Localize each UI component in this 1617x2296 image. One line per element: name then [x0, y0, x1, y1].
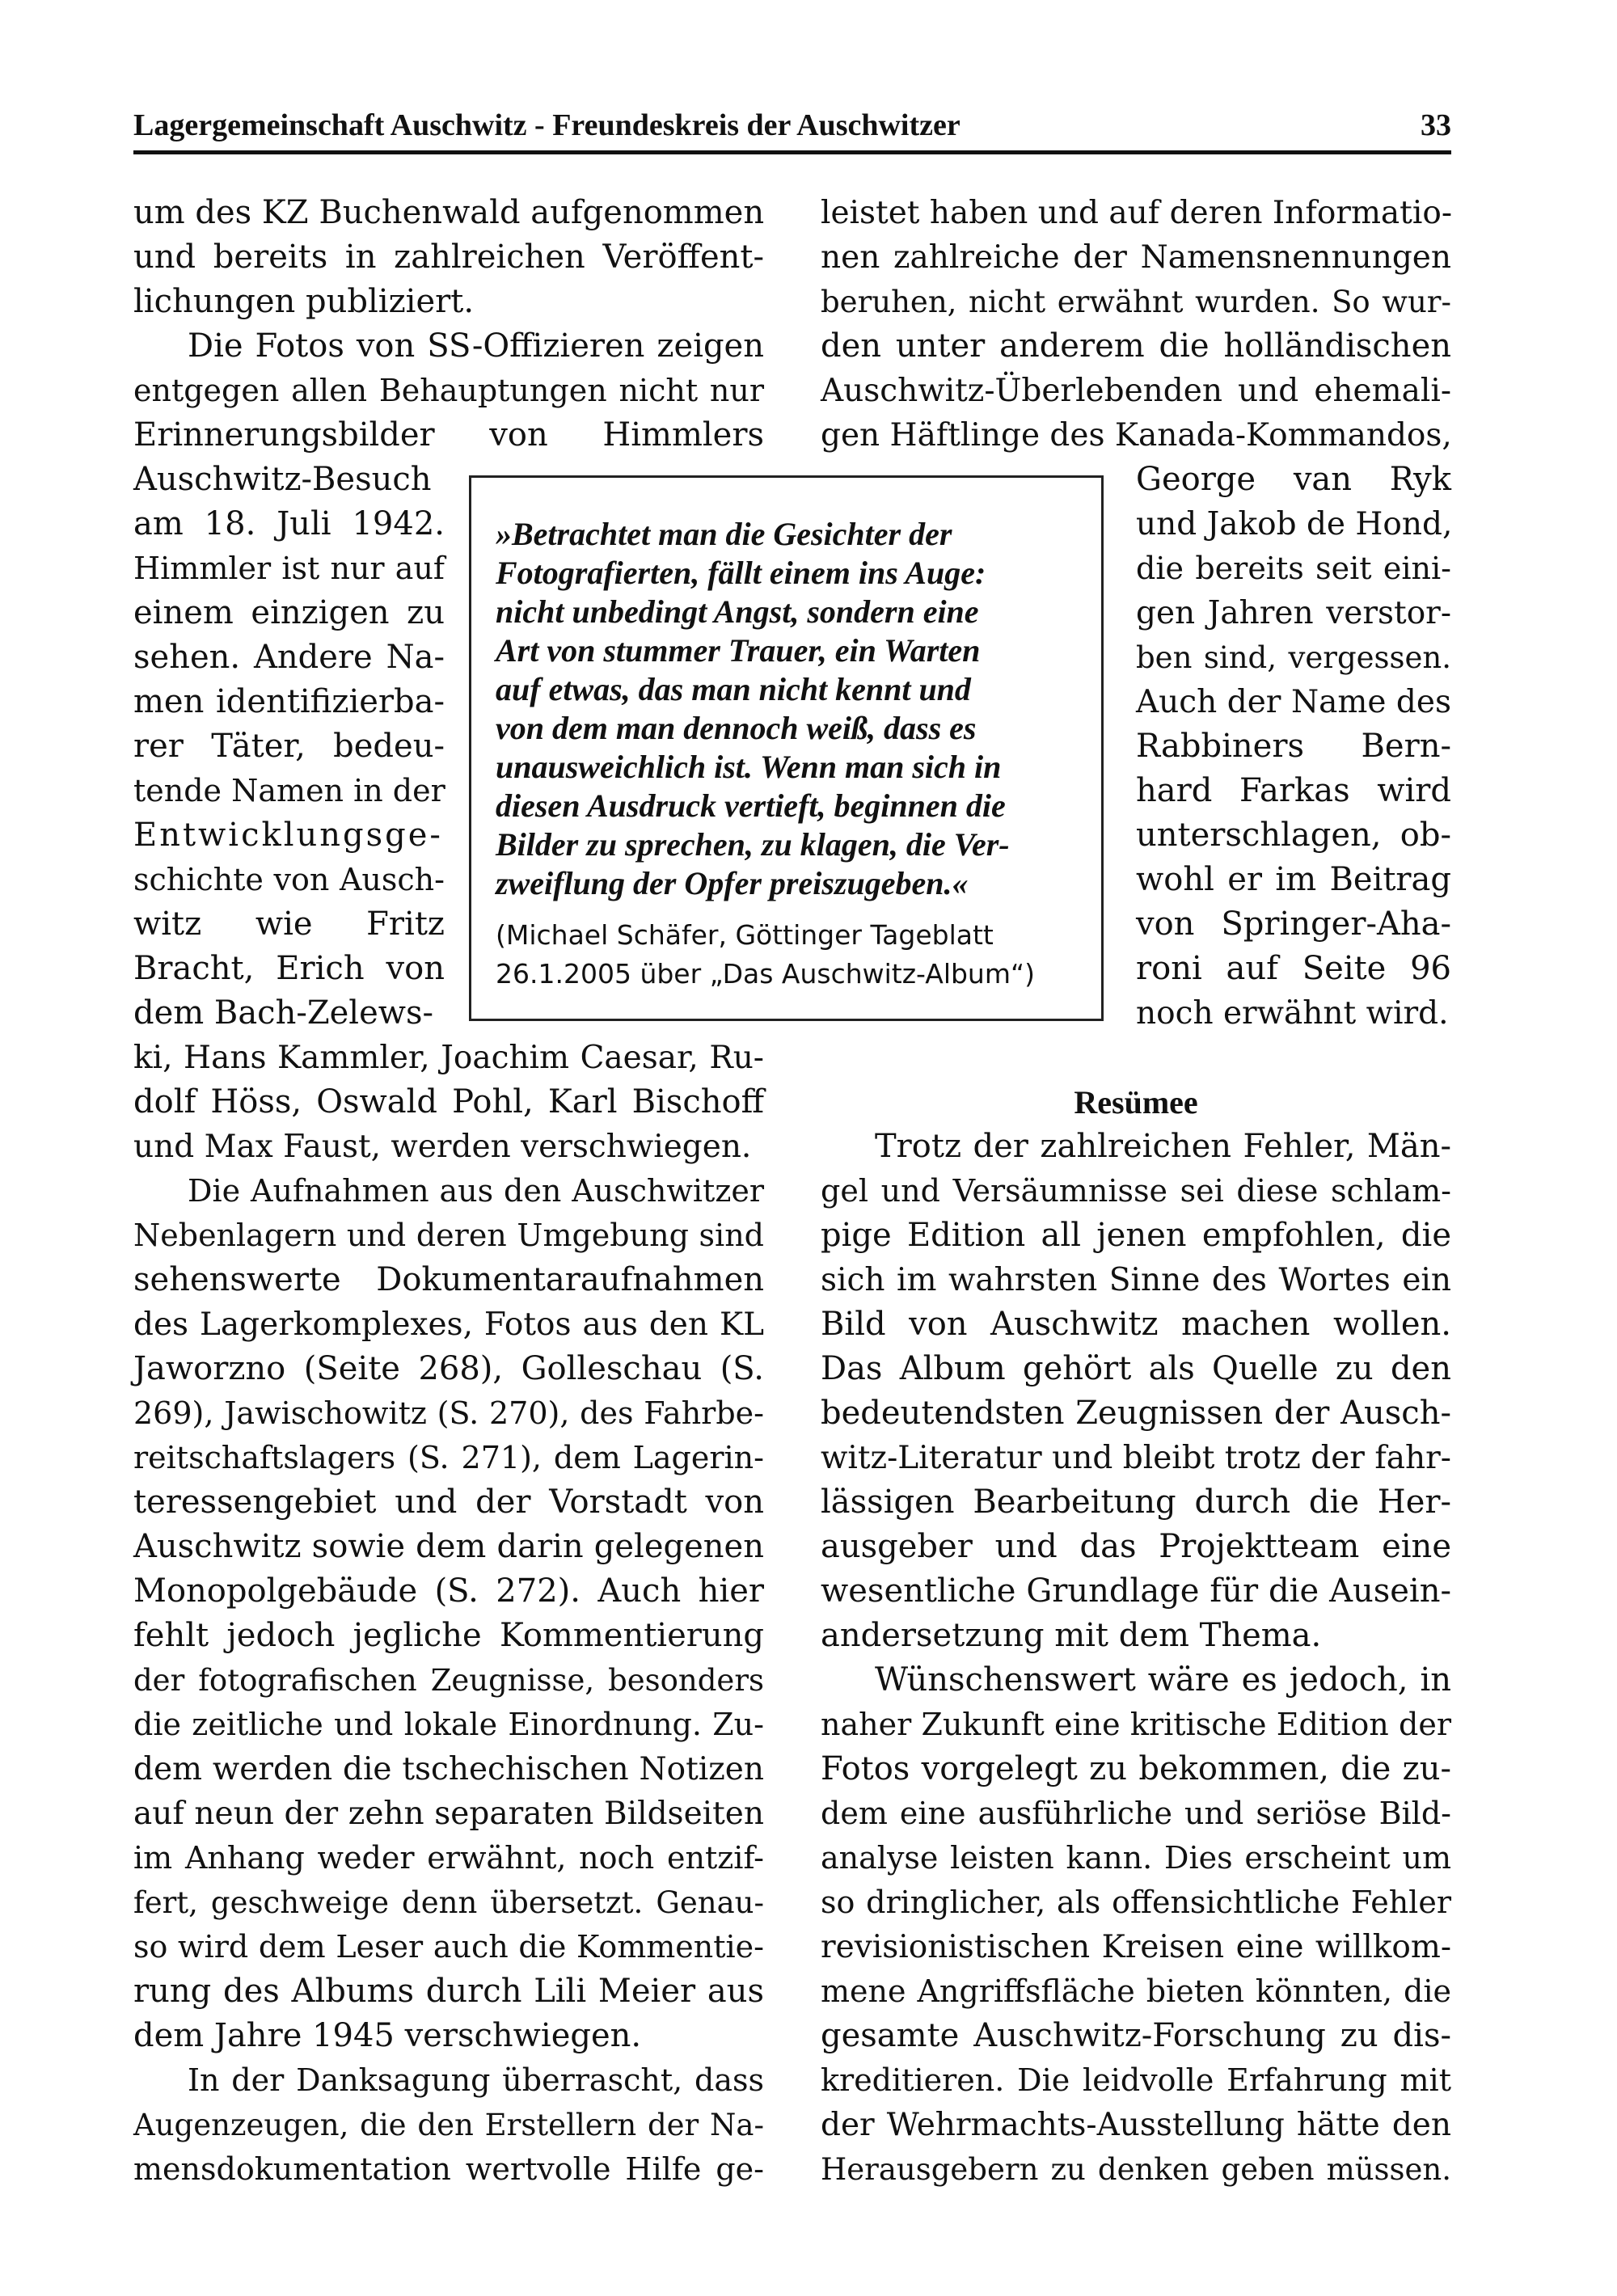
text-line: wesentliche Grundlage für die Ausein- — [821, 1572, 1451, 1610]
text-line: gen Jahren verstor- — [1136, 595, 1451, 631]
text-line: fert, geschweige denn übersetzt. Genau- — [133, 1885, 764, 1920]
text-line: tende Namen in der — [133, 773, 445, 808]
quote-line: Fotografierten, fällt einem ins Auge: — [496, 555, 986, 591]
text-line: analyse leisten kann. Dies erscheint um — [821, 1840, 1451, 1876]
text-line: sehen. Andere Na- — [133, 639, 445, 676]
text-line: so wird dem Leser auch die Kommentie- — [133, 1929, 764, 1965]
text-line: George van Ryk — [1136, 461, 1451, 498]
text-line: und Jakob de Hond, — [1136, 506, 1453, 542]
text-line: den unter anderem die holländischen — [821, 327, 1451, 365]
text-line: auf neun der zehn separaten Bildseiten — [133, 1796, 764, 1832]
text-line: rung des Albums durch Lili Meier aus — [133, 1973, 764, 2010]
text-line: Bild von Auschwitz machen wollen. — [821, 1306, 1451, 1343]
text-line: roni auf Seite 96 — [1136, 950, 1451, 987]
quote-line: »Betrachtet man die Gesichter der — [496, 516, 952, 552]
text-line: von Springer-Aha- — [1136, 905, 1451, 943]
text-line: und bereits in zahlreichen Veröffent- — [133, 238, 764, 276]
text-line: Auschwitz-Besuch — [133, 461, 432, 498]
text-line: Rabbiners Bern- — [1136, 728, 1451, 765]
text-line: am 18. Juli 1942. — [133, 505, 445, 542]
text-line: Himmler ist nur auf — [133, 551, 445, 586]
text-line: Wünschenswert wäre es jedoch, in — [875, 1661, 1451, 1699]
quote-line: Bilder zu sprechen, zu klagen, die Ver- — [496, 826, 1010, 863]
text-line: Bracht, Erich von — [133, 950, 445, 987]
text-line: dem Bach-Zelews- — [133, 994, 434, 1032]
text-line: witz wie Fritz — [133, 905, 445, 943]
text-line: rer Täter, bedeu- — [133, 728, 445, 765]
text-line: und Max Faust, werden verschwiegen. — [133, 1129, 752, 1165]
text-line: nen zahlreiche der Namensnennungen — [821, 239, 1451, 276]
text-line: ben sind, vergessen. — [1136, 640, 1451, 675]
text-line: beruhen, nicht erwähnt wurden. So wur- — [821, 285, 1451, 319]
text-line: gen Häftlinge des Kanada-Kommandos, — [821, 417, 1452, 454]
text-line: Auch der Name des — [1136, 684, 1451, 720]
text-line: um des KZ Buchenwald aufgenommen — [133, 194, 765, 231]
text-line: Auschwitz sowie dem darin gelegenen — [133, 1528, 764, 1565]
text-line: Erinnerungsbilder von Himmlers — [133, 416, 764, 454]
text-line: Auschwitz-Überlebenden und ehemali- — [821, 373, 1451, 409]
quote-line: nicht unbedingt Angst, sondern eine — [496, 593, 979, 630]
text-line: so dringlicher, als offensichtliche Fehler — [821, 1884, 1451, 1920]
text-line: hard Farkas wird — [1136, 772, 1451, 809]
quote-source: (Michael Schäfer, Göttinger Tageblatt — [496, 919, 994, 951]
text-line: leistet haben und auf deren Informatio- — [821, 195, 1452, 231]
text-line: Herausgebern zu denken geben müssen. — [821, 2152, 1451, 2187]
quote-line: Art von stummer Trauer, ein Warten — [496, 632, 981, 669]
text-line: reitschaftslagers (S. 271), dem Lagerin- — [133, 1440, 764, 1475]
text-line: noch erwähnt wird. — [1136, 995, 1449, 1032]
text-line: ki, Hans Kammler, Joachim Caesar, Ru- — [133, 1040, 764, 1076]
text-line: men identifizierba- — [133, 683, 445, 720]
quote-line: unausweichlich ist. Wenn man sich in — [496, 749, 1002, 785]
quote-line: auf etwas, das man nicht kennt und — [496, 671, 971, 707]
text-line: der Wehrmachts-Ausstellung hätte den — [821, 2107, 1451, 2143]
quote-line: zweiflung der Opfer preiszugeben.« — [496, 865, 969, 901]
text-line: des Lagerkomplexes, Fotos aus den KL — [133, 1306, 764, 1343]
text-line: witz-Literatur und bleibt trotz der fahr- — [821, 1440, 1451, 1476]
text-line: mene Angriffsfläche bieten könnten, die — [821, 1973, 1451, 2009]
text-line: bedeutendsten Zeugnissen der Ausch- — [821, 1395, 1451, 1432]
quote-line: von dem man dennoch weiß, dass es — [496, 710, 977, 746]
text-line: Nebenlagern und deren Umgebung sind — [133, 1218, 764, 1253]
text-line: schichte von Ausch- — [133, 862, 445, 897]
text-line: Die Aufnahmen aus den Auschwitzer — [188, 1173, 764, 1209]
text-line: naher Zukunft eine kritische Edition der — [821, 1707, 1451, 1742]
text-line: ausgeber und das Projektteam eine — [821, 1528, 1451, 1565]
text-line: dem eine ausführliche und seriöse Bild- — [821, 1796, 1451, 1831]
text-line: wohl er im Beitrag — [1136, 861, 1451, 898]
text-line: die bereits seit eini- — [1136, 551, 1451, 586]
page-number: 33 — [1421, 108, 1451, 142]
text-line: gel und Versäumnisse sei diese schlam- — [821, 1173, 1451, 1209]
text-line: andersetzung mit dem Thema. — [821, 1617, 1322, 1654]
text-line: Augenzeugen, die den Erstellern der Na- — [133, 2108, 764, 2142]
text-line: einem einzigen zu — [133, 594, 445, 631]
text-line: Fotos vorgelegt zu bekommen, die zu- — [821, 1750, 1451, 1787]
running-title: Lagergemeinschaft Auschwitz - Freundeskreis der Auschwitzer — [133, 108, 960, 142]
text-line: fehlt jedoch jegliche Kommentierung — [133, 1617, 764, 1654]
text-line: mensdokumentation wertvolle Hilfe ge- — [133, 2151, 764, 2187]
header-rule — [133, 150, 1451, 154]
text-line: sehenswerte Dokumentaraufnahmen — [133, 1261, 764, 1298]
text-line: dem werden die tschechischen Notizen — [133, 1751, 764, 1787]
text-line: 269), Jawischowitz (S. 270), des Fahrbe- — [133, 1395, 764, 1431]
section-heading: Resümee — [1074, 1084, 1198, 1121]
quote-line: diesen Ausdruck vertieft, beginnen die — [496, 787, 1006, 824]
text-line: die zeitliche und lokale Einordnung. Zu- — [133, 1707, 764, 1742]
text-line: entgegen allen Behauptungen nicht nur — [133, 373, 764, 408]
pull-quote — [469, 475, 1104, 1021]
text-line: pige Edition all jenen empfohlen, die — [821, 1217, 1451, 1254]
text-line: In der Danksagung überrascht, dass — [188, 2062, 764, 2098]
page-header — [133, 105, 1451, 146]
text-line: Trotz der zahlreichen Fehler, Män- — [875, 1128, 1451, 1165]
text-line: unterschlagen, ob- — [1136, 817, 1451, 854]
text-line: lässigen Bearbeitung durch die Her- — [821, 1484, 1451, 1521]
text-line: im Anhang weder erwähnt, noch entzif- — [133, 1840, 764, 1876]
text-line: Die Fotos von SS-Offizieren zeigen — [188, 327, 764, 365]
text-line: Jaworzno (Seite 268), Golleschau (S. — [133, 1350, 764, 1387]
text-line: der fotografischen Zeugnisse, besonders — [133, 1663, 764, 1698]
text-line: dem Jahre 1945 verschwiegen. — [133, 2017, 642, 2054]
text-line: Entwicklungsge- — [133, 817, 443, 854]
text-line: Monopolgebäude (S. 272). Auch hier — [133, 1572, 764, 1610]
quote-source: 26.1.2005 über „Das Auschwitz-Album“) — [496, 958, 1035, 990]
text-line: kreditieren. Die leidvolle Erfahrung mit — [821, 2062, 1451, 2098]
text-line: gesamte Auschwitz-Forschung zu dis- — [821, 2017, 1451, 2054]
text-line: Das Album gehört als Quelle zu den — [821, 1350, 1451, 1387]
text-line: teressengebiet und der Vorstadt von — [133, 1484, 764, 1521]
text-line: lichungen publiziert. — [133, 283, 475, 320]
text-line: dolf Höss, Oswald Pohl, Karl Bischoff — [133, 1083, 764, 1121]
text-line: revisionistischen Kreisen eine willkom- — [821, 1929, 1451, 1965]
text-line: sich im wahrsten Sinne des Wortes ein — [821, 1262, 1451, 1298]
